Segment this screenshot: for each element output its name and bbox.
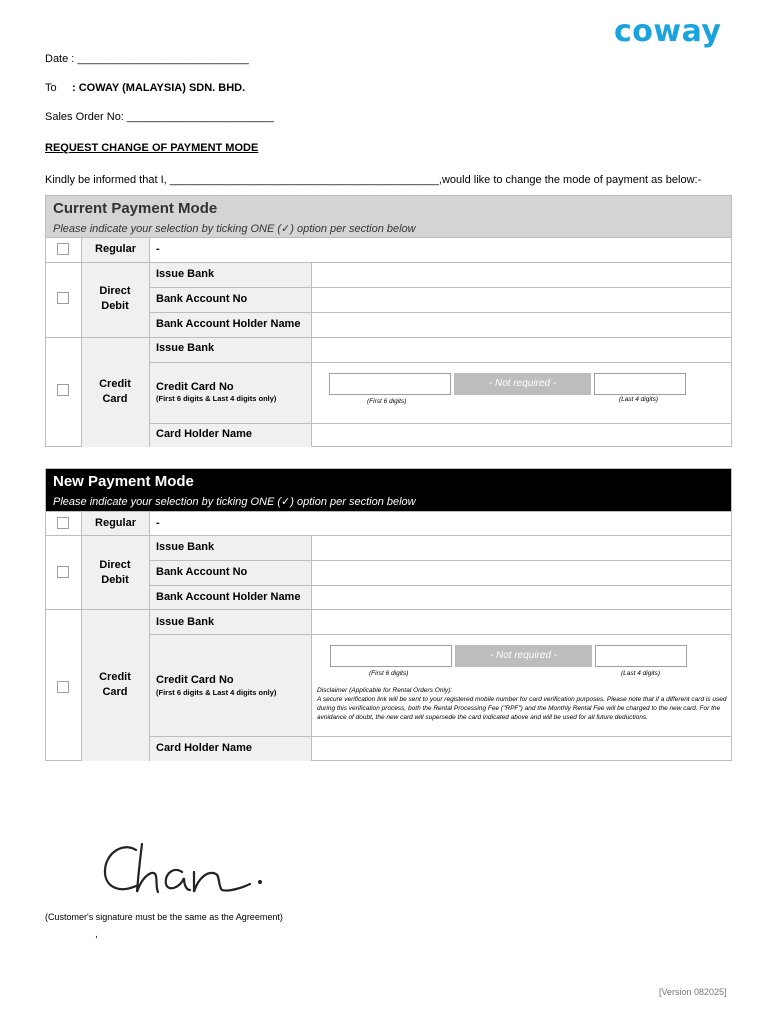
current-bank-account-holder-label: Bank Account Holder Name [156, 318, 301, 330]
request-title: REQUEST CHANGE OF PAYMENT MODE [45, 142, 259, 154]
new-bank-account-holder-label: Bank Account Holder Name [156, 591, 301, 603]
new-credit-card-checkbox[interactable] [57, 681, 69, 693]
new-regular-checkbox[interactable] [57, 517, 69, 529]
current-payment-table [45, 195, 732, 447]
current-credit-card-label: Credit Card [99, 378, 131, 405]
current-not-required-box: - Not required - [454, 373, 591, 395]
new-bank-account-no-label: Bank Account No [156, 566, 248, 578]
coway-logo: coway [614, 14, 722, 49]
new-last4-caption: (Last 4 digits) [621, 670, 661, 677]
new-not-required-box: - Not required - [455, 645, 592, 667]
signature-note: (Customer's signature must be the same as the Agreement) [45, 912, 283, 922]
current-regular-label: Regular [95, 243, 136, 255]
current-last4-input[interactable] [594, 373, 686, 395]
current-bank-account-no-label: Bank Account No [156, 293, 248, 305]
sales-order-line: Sales Order No: ________________________ [45, 111, 274, 123]
current-first6-caption: (First 6 digits) [367, 398, 407, 405]
current-credit-card-no-label: Credit Card No [156, 381, 234, 393]
new-credit-card-hint: (First 6 digits & Last 4 digits only) [156, 688, 277, 697]
new-issue-bank-label: Issue Bank [156, 541, 215, 553]
new-first6-caption: (First 6 digits) [369, 670, 409, 677]
current-regular-dash: - [156, 243, 160, 255]
new-credit-card-no-label: Credit Card No [156, 674, 234, 686]
new-direct-debit-checkbox[interactable] [57, 566, 69, 578]
new-disclaimer-title: Disclaimer (Applicable for Rental Orders Only): [317, 687, 453, 694]
current-card-holder-label: Card Holder Name [156, 428, 252, 440]
new-payment-subtitle: Please indicate your selection by ticking ONE (✓) option per section below [53, 496, 416, 508]
current-issue-bank-label: Issue Bank [156, 268, 215, 280]
current-payment-title: Current Payment Mode [53, 200, 218, 217]
new-disclaimer [317, 686, 727, 722]
signature-comma: , [95, 929, 98, 940]
new-payment-table [45, 468, 732, 761]
inform-line: Kindly be informed that I, ____________________________________________,would like to change the mode of payment as below:- [45, 174, 702, 186]
new-regular-label: Regular [95, 517, 136, 529]
customer-signature [100, 836, 270, 902]
new-card-holder-label: Card Holder Name [156, 742, 252, 754]
current-payment-header [46, 196, 731, 237]
new-payment-header [46, 469, 731, 511]
version-label: [Version 082025] [659, 987, 727, 997]
new-direct-debit-label: Direct Debit [99, 559, 131, 586]
new-disclaimer-body: A secure verification link will be sent to your registered mobile number for card verification purposes. Please note that if a different card is used during this verification process, both the Rental Processing Fee ("RPF") and the Monthly Rental Fee will be charged to the new card. For the avoidance of doubt, the new card will supersede the card indicated above and will be used for all future deductions. [317, 696, 727, 721]
new-payment-title: New Payment Mode [53, 473, 194, 490]
current-direct-debit-label: Direct Debit [99, 285, 131, 312]
current-direct-debit-checkbox[interactable] [57, 292, 69, 304]
new-credit-card-label: Credit Card [99, 671, 131, 698]
current-last4-caption: (Last 4 digits) [619, 396, 659, 403]
new-cc-issue-bank-label: Issue Bank [156, 616, 215, 628]
to-value: : COWAY (MALAYSIA) SDN. BHD. [72, 82, 246, 94]
current-payment-subtitle: Please indicate your selection by ticking ONE (✓) option per section below [53, 223, 416, 235]
current-regular-checkbox[interactable] [57, 243, 69, 255]
current-credit-card-checkbox[interactable] [57, 384, 69, 396]
new-last4-input[interactable] [595, 645, 687, 667]
current-cc-issue-bank-label: Issue Bank [156, 342, 215, 354]
date-line: Date : ____________________________ [45, 53, 249, 65]
new-first6-input[interactable] [330, 645, 452, 667]
current-first6-input[interactable] [329, 373, 451, 395]
new-regular-dash: - [156, 517, 160, 529]
current-credit-card-hint: (First 6 digits & Last 4 digits only) [156, 394, 277, 403]
to-label: To [45, 82, 57, 94]
